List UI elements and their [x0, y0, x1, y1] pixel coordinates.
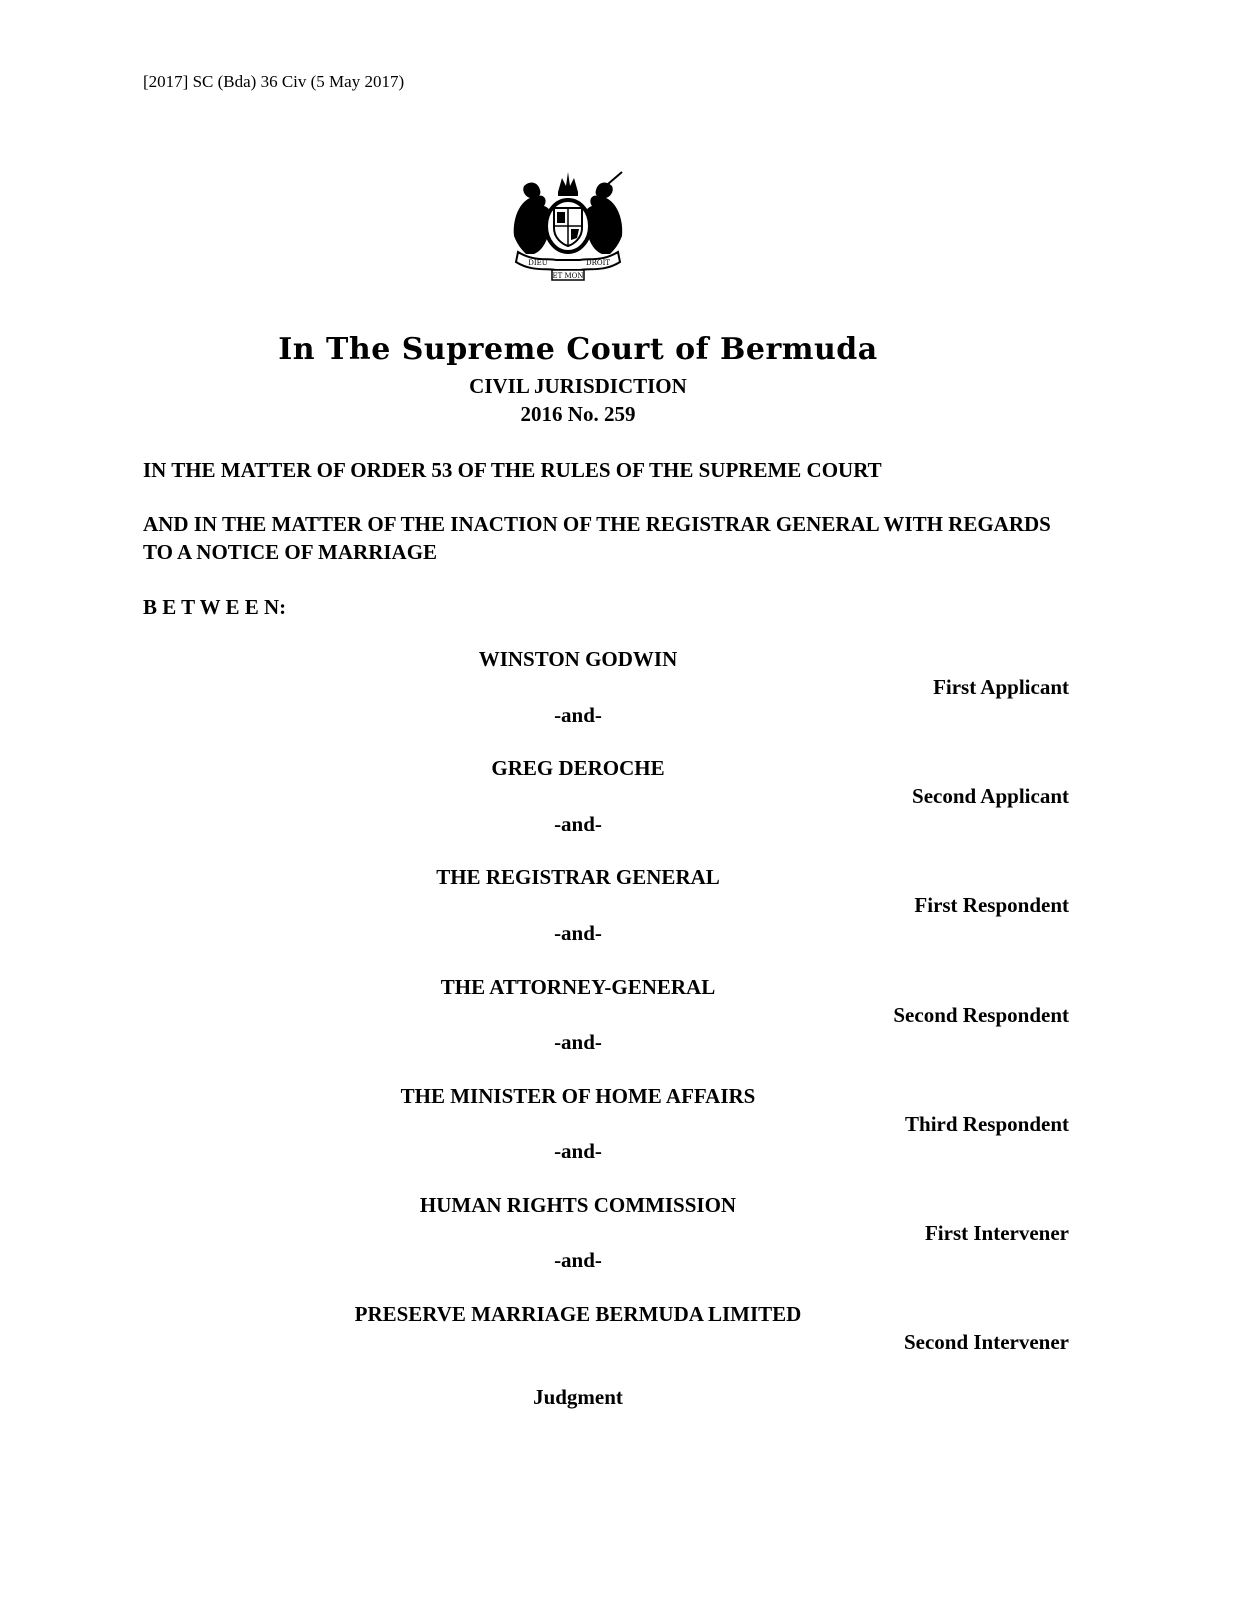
and-separator: -and- — [554, 1030, 602, 1054]
party-name-second-intervener: PRESERVE MARRIAGE BERMUDA LIMITED — [354, 1302, 802, 1326]
party-name-first-applicant: WINSTON GODWIN — [478, 647, 678, 671]
and-separator: -and- — [554, 703, 602, 727]
party-role-second-intervener: Second Intervener — [903, 1330, 1069, 1354]
royal-coat-of-arms-icon — [504, 166, 632, 282]
party-role-second-applicant: Second Applicant — [912, 784, 1069, 808]
judgment-heading: Judgment — [533, 1385, 623, 1409]
jurisdiction: CIVIL JURISDICTION — [469, 374, 687, 398]
crest-motto-left: DIEU — [528, 259, 548, 267]
between-label: B E T W E E N: — [143, 595, 287, 619]
party-name-second-respondent: THE ATTORNEY-GENERAL — [440, 975, 716, 999]
party-role-first-intervener: First Intervener — [924, 1221, 1069, 1245]
party-name-first-respondent: THE REGISTRAR GENERAL — [436, 865, 720, 889]
party-name-first-intervener: HUMAN RIGHTS COMMISSION — [419, 1193, 737, 1217]
party-role-second-respondent: Second Respondent — [893, 1003, 1069, 1027]
party-name-second-applicant: GREG DEROCHE — [491, 756, 665, 780]
party-role-first-applicant: First Applicant — [933, 675, 1069, 699]
court-title: In The Supreme Court of Bermuda — [278, 332, 878, 367]
and-separator: -and- — [554, 1139, 602, 1163]
matter-2: AND IN THE MATTER OF THE INACTION OF THE REGISTRAR GENERAL WITH REGARDS TO A NOTICE OF MARRIAGE — [143, 512, 1051, 564]
and-separator: -and- — [554, 1248, 602, 1272]
matter-1: IN THE MATTER OF ORDER 53 OF THE RULES OF THE SUPREME COURT — [143, 458, 882, 482]
crest-motto-right: DROIT — [585, 259, 611, 267]
party-name-third-respondent: THE MINISTER OF HOME AFFAIRS — [400, 1084, 756, 1108]
crest-motto-bottom: ET MON — [552, 272, 584, 280]
citation: [2017] SC (Bda) 36 Civ (5 May 2017) — [143, 72, 405, 91]
and-separator: -and- — [554, 921, 602, 945]
party-role-third-respondent: Third Respondent — [905, 1112, 1069, 1136]
case-number: 2016 No. 259 — [520, 402, 636, 426]
party-role-first-respondent: First Respondent — [914, 893, 1069, 917]
and-separator: -and- — [554, 812, 602, 836]
